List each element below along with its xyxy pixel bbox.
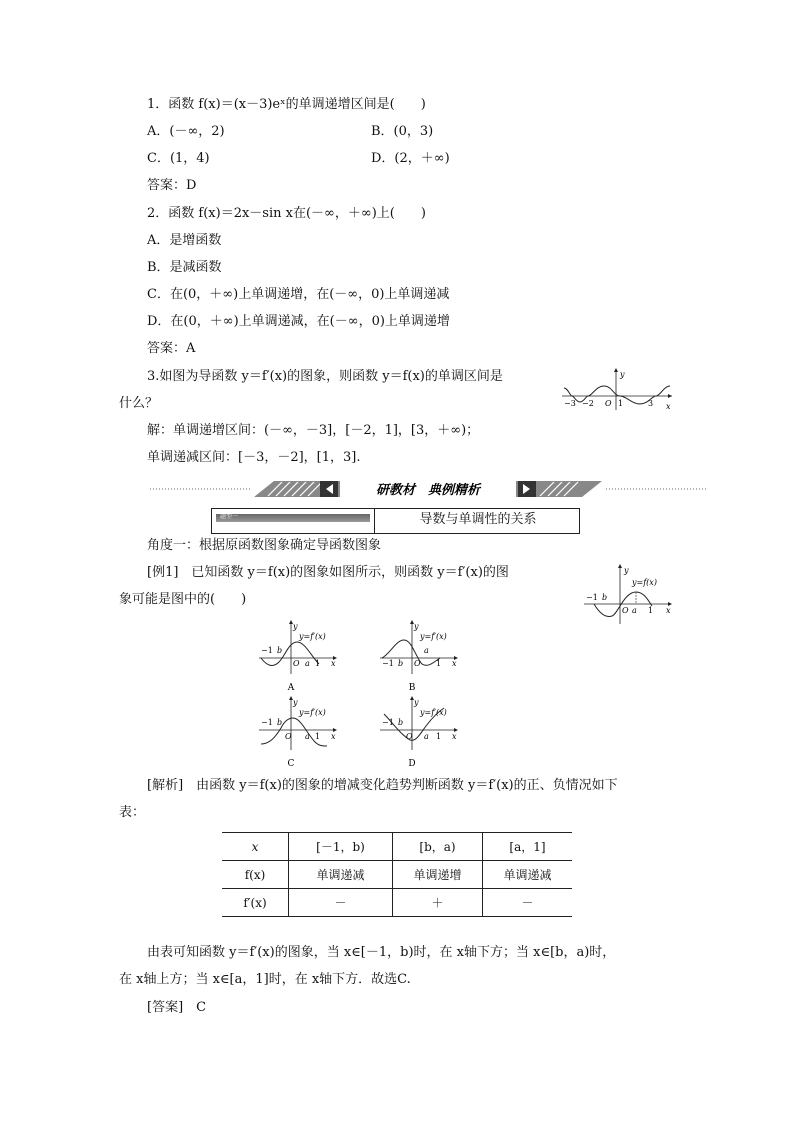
example-neg1: −1 <box>586 593 598 602</box>
option-b-neg1: −1 <box>382 659 394 668</box>
option-b-graph <box>376 618 462 694</box>
analysis-line1: [解析] 由函数 y＝f(x)的图象的增减变化趋势判断函数 y＝f′(x)的正、负情况如下 <box>147 778 618 793</box>
angle-heading: 角度一：根据原函数图象确定导函数图象 <box>147 538 382 553</box>
q2-option-d: D．在(0，＋∞)上单调递减，在(－∞，0)上单调递增 <box>147 314 450 329</box>
q2-stem: 2．函数 f(x)＝2x－sin x在(－∞，＋∞)上( ) <box>147 206 426 221</box>
q3-solution-line2: 单调递减区间：[－3，－2]，[1，3]. <box>147 450 361 465</box>
table-cell: 单调递减 <box>289 861 393 889</box>
option-d-caption: D <box>408 759 416 769</box>
q1-option-d: D．(2，＋∞) <box>371 151 450 166</box>
q2-option-b: B．是减函数 <box>147 260 222 275</box>
table-cell: － <box>483 889 573 917</box>
conclusion-line2: 在 x轴上方；当 x∈[a，1]时，在 x轴下方．故选C. <box>119 972 411 987</box>
option-a-a: a <box>305 659 310 668</box>
table-cell: 单调递增 <box>393 861 483 889</box>
topic-tag-label: 题型一 <box>220 513 239 520</box>
topic-tag <box>216 514 370 522</box>
table-row <box>222 833 572 861</box>
option-c-x: x <box>331 732 336 741</box>
section-banner <box>150 478 706 500</box>
q1-stem: 1．函数 f(x)＝(x－3)eˣ的单调递增区间是( ) <box>147 97 426 112</box>
option-b-b: b <box>398 659 404 668</box>
q1-answer: 答案：D <box>147 178 197 193</box>
option-c-neg1: −1 <box>261 718 273 727</box>
sign-table <box>222 832 572 917</box>
table-row <box>222 861 572 889</box>
option-d-curve: y=f′(x) <box>420 708 447 717</box>
option-a-one: 1 <box>315 659 321 668</box>
topic-box <box>211 508 580 534</box>
q3-x-label: x <box>666 402 671 411</box>
option-c-caption: C <box>287 759 295 769</box>
option-a-y: y <box>293 622 298 631</box>
option-a-b: b <box>277 646 283 655</box>
option-d-origin: O <box>406 732 413 741</box>
option-d-one: 1 <box>436 732 442 741</box>
option-c-origin: O <box>285 732 292 741</box>
option-b-x: x <box>452 659 457 668</box>
option-b-curve: y=f′(x) <box>420 632 447 641</box>
q3-stem-line1: 3.如图为导函数 y＝f′(x)的图象，则函数 y＝f(x)的单调区间是 <box>147 369 503 384</box>
option-c-graph <box>255 694 341 770</box>
option-d-x: x <box>452 732 457 741</box>
option-a-x: x <box>331 659 336 668</box>
q3-origin-label: O <box>605 399 612 408</box>
table-cell: f′(x) <box>222 889 289 917</box>
option-d-a: a <box>424 732 429 741</box>
option-a-graph <box>255 618 341 694</box>
q2-option-a: A．是增函数 <box>147 233 222 248</box>
option-c-curve: y=f′(x) <box>299 708 326 717</box>
option-a-curve: y=f′(x) <box>299 632 326 641</box>
table-cell: f(x) <box>222 861 289 889</box>
option-c-b: b <box>277 718 283 727</box>
table-row <box>222 889 572 917</box>
table-cell: [a，1] <box>483 833 573 861</box>
q3-derivative-graph <box>560 366 676 412</box>
table-cell: [b，a) <box>393 833 483 861</box>
option-c-y: y <box>293 698 298 707</box>
option-b-a: a <box>424 646 429 655</box>
final-answer: [答案] C <box>147 1000 207 1015</box>
q2-option-c: C．在(0，＋∞)上单调递增，在(－∞，0)上单调递减 <box>147 287 450 302</box>
q3-tick-3: 3 <box>648 399 654 408</box>
table-cell: － <box>289 889 393 917</box>
q3-stem-line2: 什么？ <box>119 396 159 411</box>
q1-option-a: A．(－∞，2) <box>147 124 225 139</box>
example-x-label: x <box>666 606 671 615</box>
option-d-graph <box>376 694 462 770</box>
option-a-origin: O <box>293 659 300 668</box>
example-y-label: y <box>624 566 629 575</box>
q3-y-label: y <box>620 370 625 379</box>
option-b-one: 1 <box>436 659 442 668</box>
topic-title: 导数与单调性的关系 <box>419 512 537 527</box>
q3-tick-neg3: −3 <box>564 399 576 408</box>
example-one: 1 <box>648 606 654 615</box>
option-d-y: y <box>414 698 419 707</box>
analysis-line2: 表： <box>119 805 146 820</box>
option-d-b: b <box>398 718 404 727</box>
option-b-caption: B <box>408 683 416 693</box>
table-cell: [－1，b) <box>289 833 393 861</box>
option-b-y: y <box>414 622 419 631</box>
option-a-neg1: −1 <box>261 646 273 655</box>
example-b: b <box>602 593 608 602</box>
table-cell: x <box>222 833 289 861</box>
option-c-a: a <box>305 732 310 741</box>
banner-text: 研教材 典例精析 <box>375 483 481 498</box>
example-line2: 象可能是图中的( ) <box>119 592 247 607</box>
table-cell: 单调递减 <box>483 861 573 889</box>
example-a: a <box>632 606 637 615</box>
q3-solution-line1: 解：单调递增区间：(－∞，－3]，[－2，1]，[3，＋∞)； <box>147 423 480 438</box>
option-a-caption: A <box>287 683 295 693</box>
table-cell: ＋ <box>393 889 483 917</box>
q3-tick-neg2: −2 <box>582 399 594 408</box>
conclusion-line1: 由表可知函数 y＝f′(x)的图象，当 x∈[－1，b)时，在 x轴下方；当 x∈[b，a)时， <box>147 945 616 960</box>
example-origin: O <box>622 606 629 615</box>
example-line1: [例1] 已知函数 y＝f(x)的图象如图所示，则函数 y＝f′(x)的图 <box>147 565 509 580</box>
q2-answer: 答案：A <box>147 341 196 356</box>
q1-option-b: B．(0，3) <box>371 124 434 139</box>
q3-tick-1: 1 <box>618 399 624 408</box>
option-b-origin: O <box>414 659 421 668</box>
example-function-graph <box>580 562 676 626</box>
q1-option-c: C．(1，4) <box>147 151 210 166</box>
option-c-one: 1 <box>315 732 321 741</box>
example-curve-label: y=f(x) <box>632 578 657 587</box>
option-d-neg1: −1 <box>382 718 394 727</box>
